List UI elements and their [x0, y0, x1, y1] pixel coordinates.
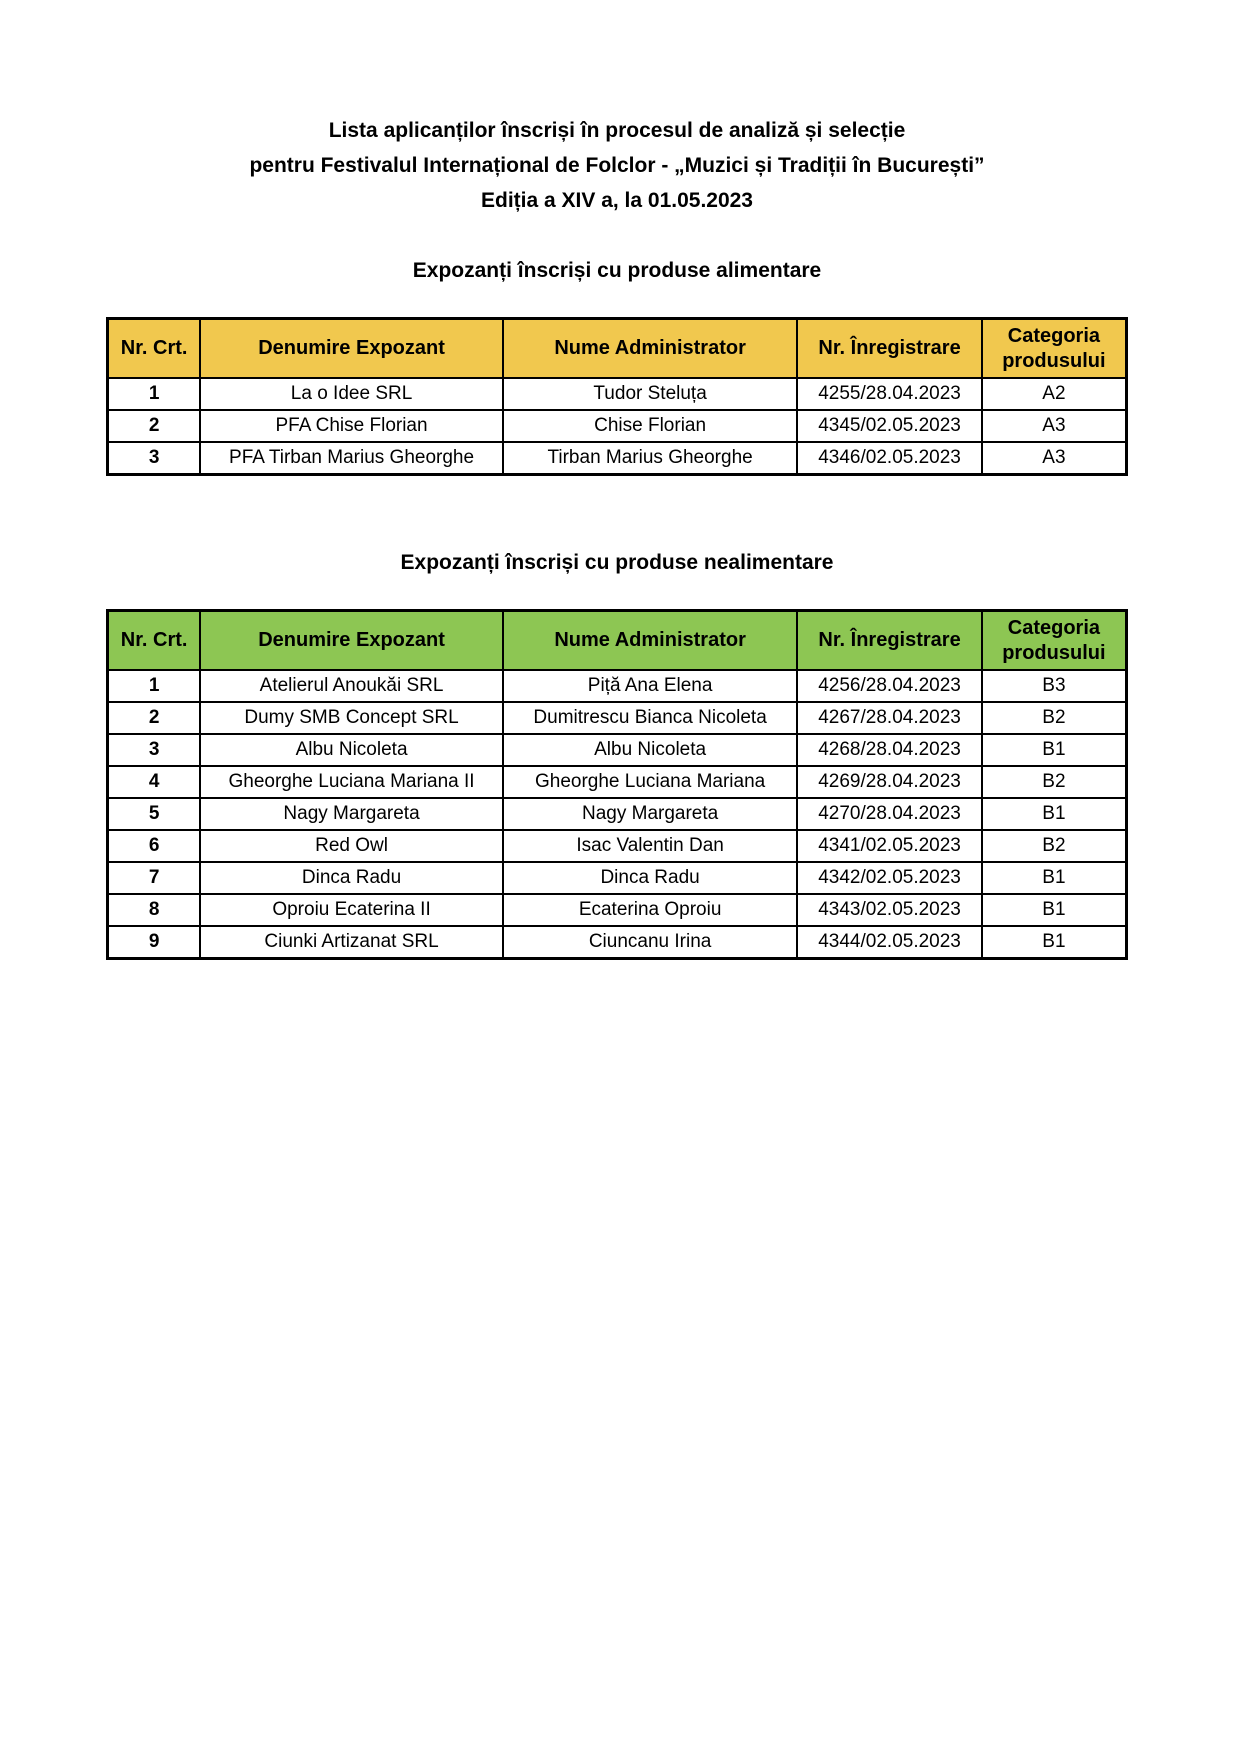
column-header: Nr. Înregistrare [797, 319, 981, 379]
food-exhibitors-section [106, 258, 1128, 476]
table-cell: B1 [982, 734, 1127, 766]
table-cell: 4267/28.04.2023 [797, 702, 981, 734]
table-cell: B2 [982, 702, 1127, 734]
column-header: Nume Administrator [503, 319, 797, 379]
table-cell: 2 [108, 410, 201, 442]
table-cell: 4 [108, 766, 201, 798]
table-cell: B1 [982, 862, 1127, 894]
table-cell: 2 [108, 702, 201, 734]
table-cell: 4255/28.04.2023 [797, 378, 981, 410]
table-cell: A3 [982, 442, 1127, 475]
table-cell: Piță Ana Elena [503, 670, 797, 702]
table-cell: 4256/28.04.2023 [797, 670, 981, 702]
table-cell: Chise Florian [503, 410, 797, 442]
table-row [108, 670, 1127, 702]
table-cell: B3 [982, 670, 1127, 702]
table-cell: B2 [982, 766, 1127, 798]
table-row [108, 766, 1127, 798]
food-exhibitors-table [106, 317, 1128, 476]
table-cell: B1 [982, 926, 1127, 959]
table-cell: Ciuncanu Irina [503, 926, 797, 959]
table-cell: Dumy SMB Concept SRL [200, 702, 503, 734]
table-cell: 5 [108, 798, 201, 830]
table-cell: Tudor Steluța [503, 378, 797, 410]
table-cell: PFA Chise Florian [200, 410, 503, 442]
table-row [108, 378, 1127, 410]
column-header: Categoria produsului [982, 319, 1127, 379]
title-line-1: Lista aplicanților înscriși în procesul de analiză și selecție [328, 119, 906, 142]
header-row [108, 611, 1127, 671]
table-cell: Dinca Radu [503, 862, 797, 894]
table-cell: B1 [982, 798, 1127, 830]
table-row [108, 894, 1127, 926]
column-header: Nr. Crt. [108, 319, 201, 379]
title-line-3: Ediția a XIV a, la 01.05.2023 [480, 189, 753, 212]
table-cell: 4342/02.05.2023 [797, 862, 981, 894]
title-line-2: pentru Festivalul Internațional de Folclor - „Muzici și Tradiții în București” [249, 154, 985, 177]
table-cell: 3 [108, 734, 201, 766]
table-cell: Albu Nicoleta [503, 734, 797, 766]
table-cell: 4268/28.04.2023 [797, 734, 981, 766]
table-cell: 1 [108, 378, 201, 410]
table-cell: B1 [982, 894, 1127, 926]
table-cell: Oproiu Ecaterina II [200, 894, 503, 926]
table-row [108, 702, 1127, 734]
column-header: Nume Administrator [503, 611, 797, 671]
table-cell: 6 [108, 830, 201, 862]
table-row [108, 926, 1127, 959]
table-cell: 4269/28.04.2023 [797, 766, 981, 798]
food-section-heading: Expozanți înscriși cu produse alimentare [412, 259, 822, 282]
table-cell: Ciunki Artizanat SRL [200, 926, 503, 959]
table-cell: 3 [108, 442, 201, 475]
column-header: Denumire Expozant [200, 319, 503, 379]
column-header: Nr. Înregistrare [797, 611, 981, 671]
table-cell: Ecaterina Oproiu [503, 894, 797, 926]
table-cell: Isac Valentin Dan [503, 830, 797, 862]
table-cell: 4341/02.05.2023 [797, 830, 981, 862]
table-cell: 4270/28.04.2023 [797, 798, 981, 830]
header-row [108, 319, 1127, 379]
nonfood-section-heading: Expozanți înscriși cu produse nealimentare [400, 551, 834, 574]
table-cell: Gheorghe Luciana Mariana [503, 766, 797, 798]
table-cell: A3 [982, 410, 1127, 442]
table-cell: Albu Nicoleta [200, 734, 503, 766]
document-title [106, 113, 1128, 218]
table-row [108, 442, 1127, 475]
document-page [106, 0, 1128, 960]
column-header: Nr. Crt. [108, 611, 201, 671]
table-cell: 4345/02.05.2023 [797, 410, 981, 442]
sections-container [106, 258, 1128, 960]
table-cell: 1 [108, 670, 201, 702]
nonfood-exhibitors-section [106, 550, 1128, 960]
table-cell: A2 [982, 378, 1127, 410]
table-cell: Dumitrescu Bianca Nicoleta [503, 702, 797, 734]
table-cell: B2 [982, 830, 1127, 862]
table-cell: Nagy Margareta [200, 798, 503, 830]
table-cell: Nagy Margareta [503, 798, 797, 830]
nonfood-exhibitors-table [106, 609, 1128, 960]
table-row [108, 734, 1127, 766]
table-cell: 7 [108, 862, 201, 894]
column-header: Denumire Expozant [200, 611, 503, 671]
table-cell: 4344/02.05.2023 [797, 926, 981, 959]
table-cell: PFA Tirban Marius Gheorghe [200, 442, 503, 475]
table-row [108, 862, 1127, 894]
table-cell: La o Idee SRL [200, 378, 503, 410]
table-cell: Gheorghe Luciana Mariana II [200, 766, 503, 798]
table-cell: 4343/02.05.2023 [797, 894, 981, 926]
table-row [108, 830, 1127, 862]
table-cell: Atelierul Anoukăi SRL [200, 670, 503, 702]
table-cell: 9 [108, 926, 201, 959]
table-cell: Dinca Radu [200, 862, 503, 894]
table-cell: Red Owl [200, 830, 503, 862]
table-row [108, 410, 1127, 442]
table-cell: 4346/02.05.2023 [797, 442, 981, 475]
table-cell: Tirban Marius Gheorghe [503, 442, 797, 475]
table-row [108, 798, 1127, 830]
column-header: Categoria produsului [982, 611, 1127, 671]
table-cell: 8 [108, 894, 201, 926]
